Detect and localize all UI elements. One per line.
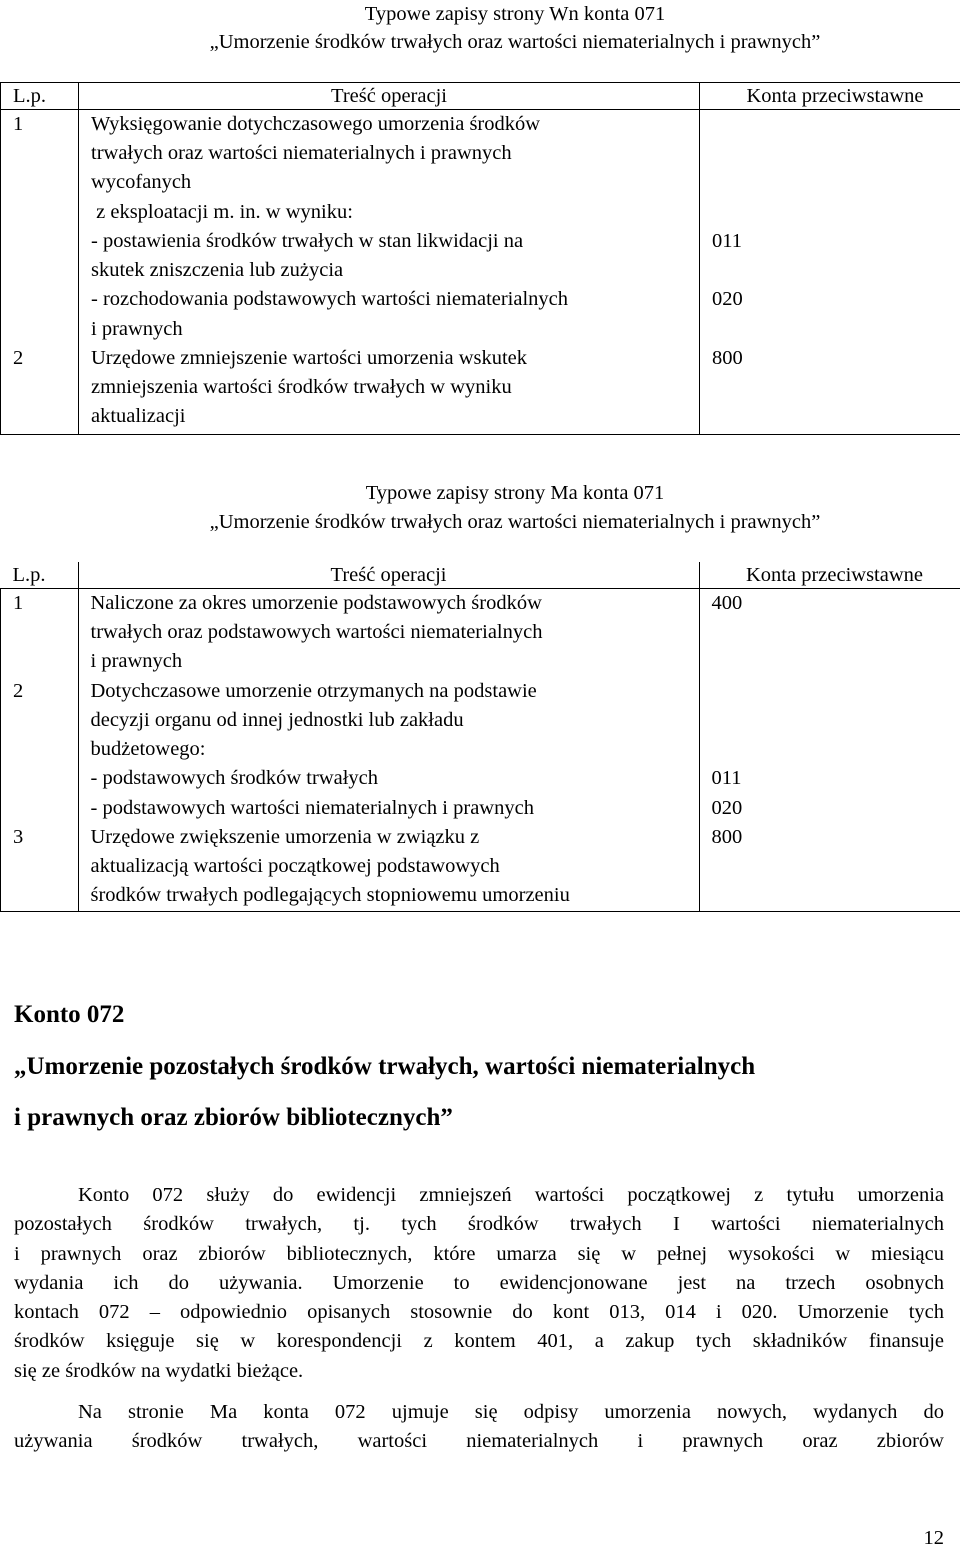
account-number: 800 (712, 823, 743, 852)
lp-cell (1, 589, 79, 912)
content-line: i prawnych (91, 647, 183, 676)
lp-number: 1 (13, 110, 23, 139)
account-number: 020 (712, 794, 743, 823)
content-line: - podstawowych środków trwałych (91, 764, 379, 793)
account-number: 020 (712, 285, 743, 314)
konto-subheading-line2: i prawnych oraz zbiorów bibliotecznych” (14, 1103, 453, 1133)
section1-table (0, 82, 960, 435)
table-header-content: Treść operacji (79, 83, 700, 110)
paragraph-line: pozostałych środków trwałych, tj. tych środków trwałych I wartości niematerialnych (14, 1210, 944, 1239)
content-line: aktualizacją wartości początkowej podstawowych (91, 852, 500, 881)
content-cell (79, 110, 700, 435)
content-cell (78, 589, 699, 912)
accounts-cell (700, 110, 960, 435)
content-line: Wyksięgowanie dotychczasowego umorzenia środków (91, 110, 540, 139)
content-line: Urzędowe zmniejszenie wartości umorzenia wskutek (91, 344, 527, 373)
content-line: Naliczone za okres umorzenie podstawowych środków (91, 589, 542, 618)
section1-title: Typowe zapisy strony Wn konta 071 (0, 0, 960, 29)
content-line: trwałych oraz wartości niematerialnych i prawnych (91, 139, 512, 168)
paragraph-line: kontach 072 – odpowiednio opisanych stosownie do kont 013, 014 i 020. Umorzenie tych (14, 1298, 944, 1327)
paragraph-line: używania środków trwałych, wartości niematerialnych i prawnych oraz zbiorów (14, 1427, 944, 1456)
content-line: Dotychczasowe umorzenie otrzymanych na podstawie (91, 677, 537, 706)
paragraph-line: i prawnych oraz zbiorów bibliotecznych, które umarza się w pełnej wysokości w miesiącu (14, 1240, 944, 1269)
konto-paragraph-2 (14, 1398, 944, 1457)
lp-cell (1, 110, 79, 435)
lp-number: 3 (13, 823, 23, 852)
table-header-accounts: Konta przeciwstawne (700, 83, 960, 110)
lp-number: 1 (13, 589, 23, 618)
account-number: 400 (712, 589, 743, 618)
account-number: 800 (712, 344, 743, 373)
table-header-content: Treść operacji (78, 562, 699, 589)
account-number: 011 (712, 764, 742, 793)
content-line: skutek zniszczenia lub zużycia (91, 256, 343, 285)
content-line: - postawienia środków trwałych w stan likwidacji na (91, 227, 523, 256)
paragraph-line: Na stronie Ma konta 072 ujmuje się odpisy umorzenia nowych, wydanych do (14, 1398, 944, 1427)
konto-heading: Konto 072 (14, 1000, 124, 1030)
konto-subheading-line1: „Umorzenie pozostałych środków trwałych, wartości niematerialnych (14, 1052, 755, 1082)
content-line: środków trwałych podlegających stopniowemu umorzeniu (91, 881, 570, 910)
content-line: i prawnych (91, 315, 183, 344)
content-line: budżetowego: (91, 735, 206, 764)
content-line: wycofanych (91, 168, 191, 197)
content-line: z eksploatacji m. in. w wyniku: (91, 198, 353, 227)
paragraph-line: wydania ich do używania. Umorzenie to ewidencjonowane jest na trzech osobnych (14, 1269, 944, 1298)
content-line: trwałych oraz podstawowych wartości niematerialnych (91, 618, 543, 647)
content-line: decyzji organu od innej jednostki lub zakładu (91, 706, 464, 735)
table-header-lp: L.p. (1, 83, 79, 110)
content-line: aktualizacji (91, 402, 185, 431)
page-number: 12 (924, 1524, 945, 1553)
lp-number: 2 (13, 344, 23, 373)
konto-paragraph-1 (14, 1181, 944, 1386)
lp-number: 2 (13, 677, 23, 706)
account-number: 011 (712, 227, 742, 256)
section2-table (0, 562, 960, 912)
accounts-cell (699, 589, 960, 912)
section2-title: Typowe zapisy strony Ma konta 071 (0, 479, 960, 508)
table-header-accounts: Konta przeciwstawne (699, 562, 960, 589)
paragraph-line: się ze środków na wydatki bieżące. (14, 1357, 944, 1386)
content-line: Urzędowe zwiększenie umorzenia w związku z (91, 823, 480, 852)
section1-subtitle: „Umorzenie środków trwałych oraz wartości niematerialnych i prawnych” (0, 28, 960, 57)
paragraph-line: Konto 072 służy do ewidencji zmniejszeń wartości początkowej z tytułu umorzenia (14, 1181, 944, 1210)
table-header-lp: L.p. (1, 562, 79, 589)
section2-subtitle: „Umorzenie środków trwałych oraz wartości niematerialnych i prawnych” (0, 508, 960, 537)
content-line: zmniejszenia wartości środków trwałych w wyniku (91, 373, 512, 402)
content-line: - podstawowych wartości niematerialnych i prawnych (91, 794, 534, 823)
paragraph-line: środków księguje się w korespondencji z kontem 401, a zakup tych składników finansuje (14, 1327, 944, 1356)
content-line: - rozchodowania podstawowych wartości niematerialnych (91, 285, 568, 314)
